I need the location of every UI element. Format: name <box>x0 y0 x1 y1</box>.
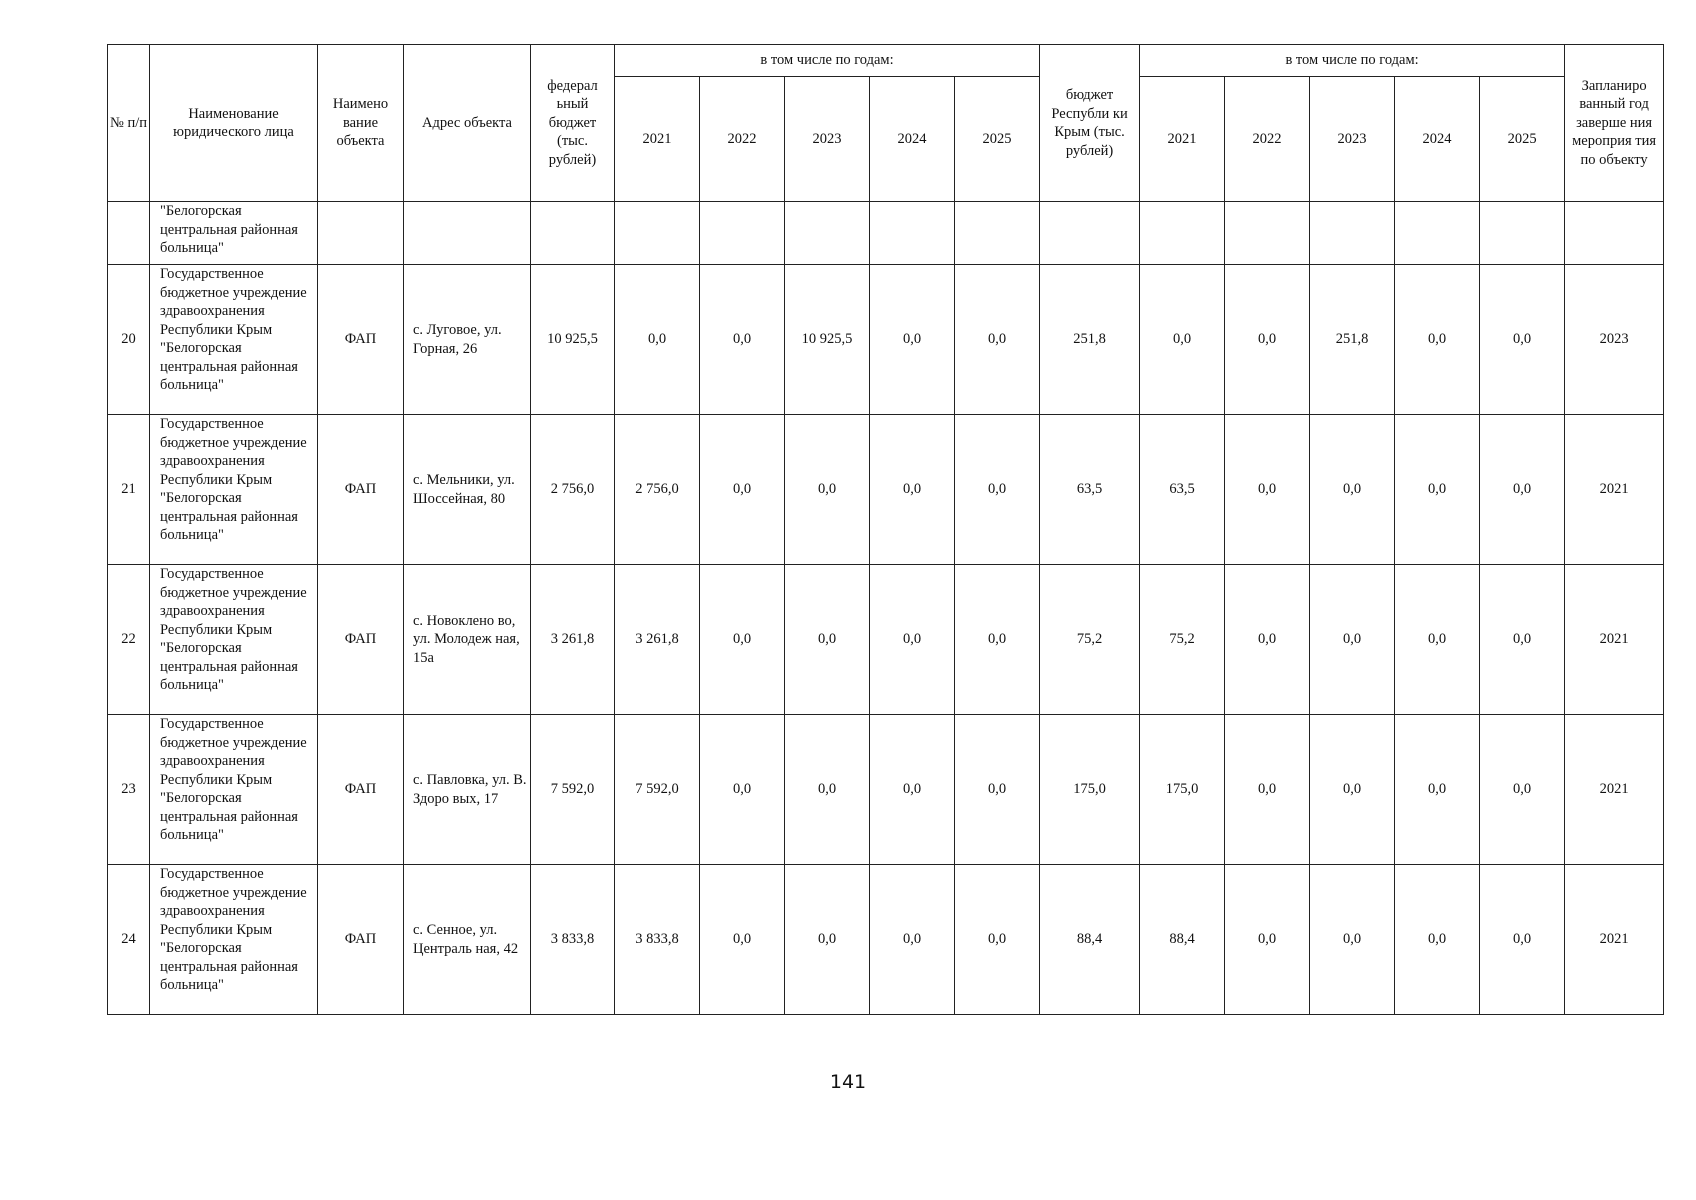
crimea-year-value: 0,0 <box>1225 415 1310 565</box>
crimea-year-value: 0,0 <box>1480 865 1565 1015</box>
federal-year-value: 0,0 <box>700 265 785 415</box>
legal-entity-name: "Белогорская центральная районная больница" <box>150 202 318 265</box>
header-crimea-budget: бюджет Республи ки Крым (тыс. рублей) <box>1040 45 1140 202</box>
federal-year-value: 2 756,0 <box>615 415 700 565</box>
header-address: Адрес объекта <box>404 45 531 202</box>
crimea-year-value: 175,0 <box>1140 715 1225 865</box>
object-address: с. Сенное, ул. Централь ная, 42 <box>404 865 531 1015</box>
table-row <box>108 265 1664 415</box>
header-federal-budget: федерал ьный бюджет (тыс. рублей) <box>531 45 615 202</box>
header-year: 2022 <box>700 77 785 202</box>
table-row <box>108 865 1664 1015</box>
crimea-year-value: 63,5 <box>1140 415 1225 565</box>
legal-entity-name: Государственное бюджетное учреждение здравоохранения Республики Крым "Белогорская центральная районная больница" <box>150 265 318 415</box>
header-year: 2023 <box>1310 77 1395 202</box>
row-num: 23 <box>108 715 150 865</box>
crimea-year-value: 0,0 <box>1310 715 1395 865</box>
crimea-total: 63,5 <box>1040 415 1140 565</box>
table-row <box>108 715 1664 865</box>
crimea-year-value: 0,0 <box>1480 265 1565 415</box>
federal-year-value: 0,0 <box>955 565 1040 715</box>
federal-year-value: 0,0 <box>700 715 785 865</box>
federal-total: 2 756,0 <box>531 415 615 565</box>
federal-total: 10 925,5 <box>531 265 615 415</box>
header-year: 2025 <box>1480 77 1565 202</box>
object-name: ФАП <box>318 715 404 865</box>
federal-year-value: 0,0 <box>870 865 955 1015</box>
header-federal-by-years: в том числе по годам: <box>615 45 1040 77</box>
federal-year-value: 0,0 <box>700 865 785 1015</box>
federal-year-value: 0,0 <box>955 415 1040 565</box>
federal-year-value: 0,0 <box>870 415 955 565</box>
crimea-year-value: 0,0 <box>1225 715 1310 865</box>
federal-year-value: 0,0 <box>785 715 870 865</box>
crimea-year-value: 0,0 <box>1225 265 1310 415</box>
header-year: 2025 <box>955 77 1040 202</box>
crimea-total: 175,0 <box>1040 715 1140 865</box>
federal-total: 3 833,8 <box>531 865 615 1015</box>
object-address: с. Луговое, ул. Горная, 26 <box>404 265 531 415</box>
federal-year-value: 0,0 <box>700 415 785 565</box>
planned-year: 2021 <box>1565 865 1664 1015</box>
header-crimea-by-years: в том числе по годам: <box>1140 45 1565 77</box>
planned-year: 2021 <box>1565 415 1664 565</box>
federal-year-value: 0,0 <box>955 865 1040 1015</box>
federal-year-value: 0,0 <box>870 565 955 715</box>
object-name: ФАП <box>318 565 404 715</box>
header-object-name: Наимено вание объекта <box>318 45 404 202</box>
federal-year-value: 7 592,0 <box>615 715 700 865</box>
federal-year-value: 0,0 <box>870 265 955 415</box>
object-name: ФАП <box>318 865 404 1015</box>
crimea-year-value: 88,4 <box>1140 865 1225 1015</box>
crimea-year-value: 0,0 <box>1310 565 1395 715</box>
crimea-year-value: 0,0 <box>1310 415 1395 565</box>
table-row <box>108 415 1664 565</box>
crimea-year-value: 0,0 <box>1225 565 1310 715</box>
header-legal-entity: Наименование юридического лица <box>150 45 318 202</box>
crimea-total: 251,8 <box>1040 265 1140 415</box>
crimea-year-value: 0,0 <box>1395 565 1480 715</box>
federal-year-value: 0,0 <box>955 715 1040 865</box>
table-row <box>108 565 1664 715</box>
planned-year: 2023 <box>1565 265 1664 415</box>
header-year: 2023 <box>785 77 870 202</box>
header-year: 2024 <box>1395 77 1480 202</box>
legal-entity-name: Государственное бюджетное учреждение здравоохранения Республики Крым "Белогорская центральная районная больница" <box>150 415 318 565</box>
crimea-year-value: 0,0 <box>1480 565 1565 715</box>
header-year: 2021 <box>1140 77 1225 202</box>
object-name: ФАП <box>318 415 404 565</box>
federal-year-value: 0,0 <box>785 415 870 565</box>
planned-year: 2021 <box>1565 565 1664 715</box>
header-year: 2022 <box>1225 77 1310 202</box>
crimea-year-value: 0,0 <box>1395 415 1480 565</box>
object-address: с. Новоклено во, ул. Молодеж ная, 15а <box>404 565 531 715</box>
header-row-1 <box>108 45 1664 77</box>
planned-year: 2021 <box>1565 715 1664 865</box>
crimea-year-value: 0,0 <box>1140 265 1225 415</box>
row-num: 24 <box>108 865 150 1015</box>
legal-entity-name: Государственное бюджетное учреждение здравоохранения Республики Крым "Белогорская центральная районная больница" <box>150 715 318 865</box>
page-number: 141 <box>829 1071 867 1093</box>
crimea-year-value: 0,0 <box>1225 865 1310 1015</box>
federal-year-value: 0,0 <box>870 715 955 865</box>
crimea-year-value: 75,2 <box>1140 565 1225 715</box>
federal-year-value: 0,0 <box>785 565 870 715</box>
crimea-total: 88,4 <box>1040 865 1140 1015</box>
federal-year-value: 0,0 <box>615 265 700 415</box>
object-name: ФАП <box>318 265 404 415</box>
header-planned-year: Запланиро ванный год заверше ния мероприя тия по объекту <box>1565 45 1664 202</box>
budget-table <box>107 44 1664 1015</box>
row-num: 21 <box>108 415 150 565</box>
row-num: 22 <box>108 565 150 715</box>
object-address: с. Мельники, ул. Шоссейная, 80 <box>404 415 531 565</box>
object-address: с. Павловка, ул. В. Здоро вых, 17 <box>404 715 531 865</box>
federal-year-value: 0,0 <box>955 265 1040 415</box>
federal-year-value: 3 261,8 <box>615 565 700 715</box>
header-num: № п/п <box>108 45 150 202</box>
crimea-year-value: 0,0 <box>1395 265 1480 415</box>
federal-total: 3 261,8 <box>531 565 615 715</box>
federal-year-value: 3 833,8 <box>615 865 700 1015</box>
federal-year-value: 10 925,5 <box>785 265 870 415</box>
crimea-year-value: 251,8 <box>1310 265 1395 415</box>
header-year: 2021 <box>615 77 700 202</box>
crimea-year-value: 0,0 <box>1480 415 1565 565</box>
legal-entity-name: Государственное бюджетное учреждение здравоохранения Республики Крым "Белогорская центральная районная больница" <box>150 565 318 715</box>
crimea-year-value: 0,0 <box>1395 715 1480 865</box>
federal-total: 7 592,0 <box>531 715 615 865</box>
federal-year-value: 0,0 <box>785 865 870 1015</box>
row-num: 20 <box>108 265 150 415</box>
crimea-year-value: 0,0 <box>1310 865 1395 1015</box>
crimea-year-value: 0,0 <box>1480 715 1565 865</box>
legal-entity-name: Государственное бюджетное учреждение здравоохранения Республики Крым "Белогорская центральная районная больница" <box>150 865 318 1015</box>
federal-year-value: 0,0 <box>700 565 785 715</box>
continuation-row <box>108 202 1664 265</box>
header-year: 2024 <box>870 77 955 202</box>
crimea-total: 75,2 <box>1040 565 1140 715</box>
crimea-year-value: 0,0 <box>1395 865 1480 1015</box>
